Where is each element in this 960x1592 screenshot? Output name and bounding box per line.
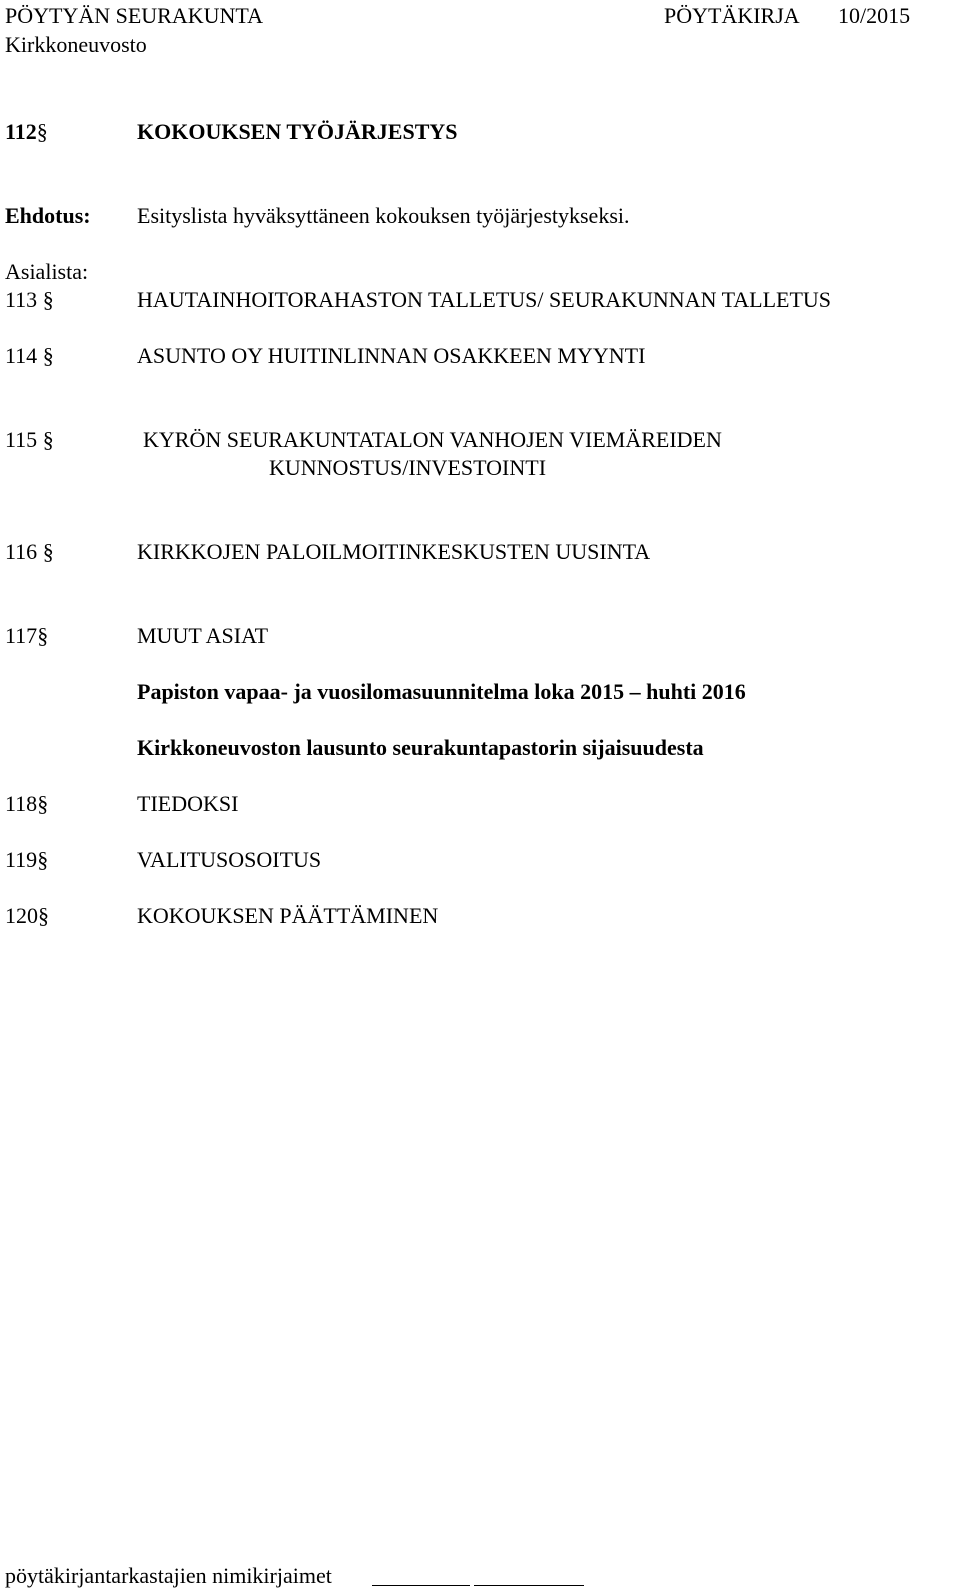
agenda-label: Asialista: bbox=[5, 259, 89, 284]
header-body: Kirkkoneuvosto bbox=[5, 32, 147, 57]
item-number-116: 116 § bbox=[5, 539, 54, 564]
item-title-117: MUUT ASIAT bbox=[137, 623, 269, 648]
item-number-118: 118§ bbox=[5, 791, 49, 816]
item-title-118: TIEDOKSI bbox=[137, 791, 239, 816]
item-117-subitem-1: Papiston vapaa- ja vuosilomasuunnitelma loka 2015 – huhti 2016 bbox=[137, 679, 746, 704]
header-doc-type: PÖYTÄKIRJA bbox=[664, 3, 800, 28]
header-parish: PÖYTYÄN SEURAKUNTA bbox=[5, 3, 263, 28]
proposal-label: Ehdotus: bbox=[5, 203, 91, 228]
section-number-112: 112§ bbox=[5, 119, 48, 144]
item-title-114: ASUNTO OY HUITINLINNAN OSAKKEEN MYYNTI bbox=[137, 343, 646, 368]
item-title-115-line2: KUNNOSTUS/INVESTOINTI bbox=[269, 455, 547, 480]
item-title-116: KIRKKOJEN PALOILMOITINKESKUSTEN UUSINTA bbox=[137, 539, 651, 564]
item-title-115-line1: KYRÖN SEURAKUNTATALON VANHOJEN VIEMÄREIDEN bbox=[143, 427, 722, 452]
item-title-119: VALITUSOSOITUS bbox=[137, 847, 322, 872]
item-title-120: KOKOUKSEN PÄÄTTÄMINEN bbox=[137, 903, 439, 928]
section-title-112: KOKOUKSEN TYÖJÄRJESTYS bbox=[137, 119, 458, 144]
footer-signatures-label: pöytäkirjantarkastajien nimikirjaimet bbox=[5, 1563, 332, 1588]
item-117-subitem-2: Kirkkoneuvoston lausunto seurakuntapastorin sijaisuudesta bbox=[137, 735, 704, 760]
proposal-text: Esityslista hyväksyttäneen kokouksen työjärjestykseksi. bbox=[137, 203, 630, 228]
header-doc-number: 10/2015 bbox=[838, 3, 911, 28]
signature-blank-1 bbox=[372, 1585, 470, 1586]
item-number-113: 113 § bbox=[5, 287, 54, 312]
item-title-113: HAUTAINHOITORAHASTON TALLETUS/ SEURAKUNNAN TALLETUS bbox=[137, 287, 832, 312]
item-number-115: 115 § bbox=[5, 427, 54, 452]
signature-blank-2 bbox=[474, 1585, 584, 1586]
item-number-119: 119§ bbox=[5, 847, 49, 872]
item-number-117: 117§ bbox=[5, 623, 49, 648]
item-number-114: 114 § bbox=[5, 343, 54, 368]
item-number-120: 120§ bbox=[5, 903, 49, 928]
